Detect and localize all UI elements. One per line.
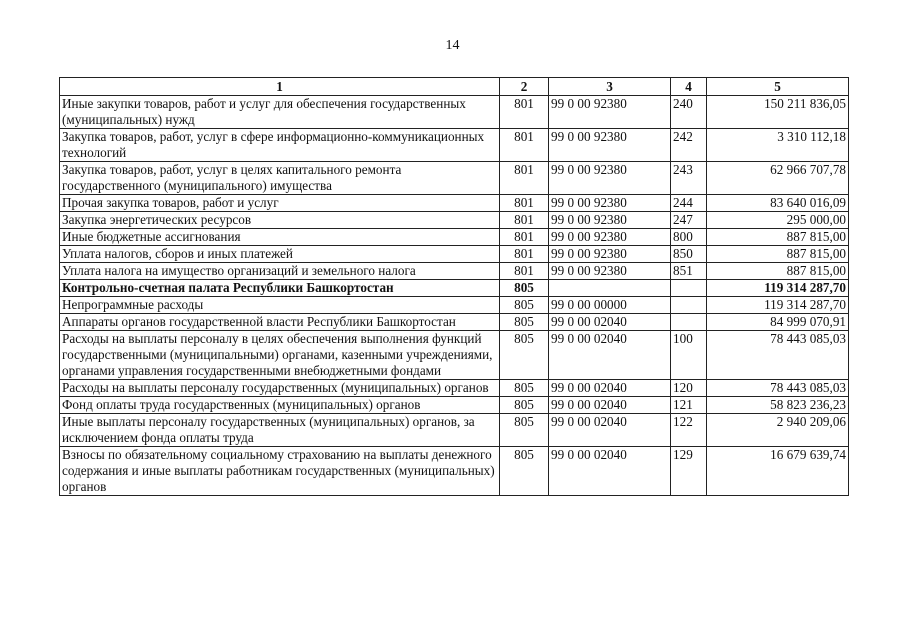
row-name: Закупка товаров, работ, услуг в целях капитального ремонта государственного (муниципального) имущества — [60, 162, 500, 195]
row-ved-code: 801 — [500, 195, 549, 212]
row-ved-code: 805 — [500, 331, 549, 380]
row-amount: 119 314 287,70 — [707, 280, 849, 297]
row-csr-code: 99 0 00 02040 — [549, 397, 671, 414]
table-row — [60, 280, 849, 297]
row-vr-code — [671, 314, 707, 331]
row-name: Уплата налогов, сборов и иных платежей — [60, 246, 500, 263]
row-amount: 295 000,00 — [707, 212, 849, 229]
row-vr-code: 243 — [671, 162, 707, 195]
row-name: Прочая закупка товаров, работ и услуг — [60, 195, 500, 212]
row-csr-code: 99 0 00 92380 — [549, 129, 671, 162]
header-col-2: 2 — [500, 78, 549, 96]
row-csr-code: 99 0 00 92380 — [549, 212, 671, 229]
row-vr-code: 800 — [671, 229, 707, 246]
row-amount: 84 999 070,91 — [707, 314, 849, 331]
row-name: Расходы на выплаты персоналу в целях обеспечения выполнения функций государственными (муниципальными) органами, казенными учреждениями, органами управления государственными внебюджетными фондами — [60, 331, 500, 380]
row-csr-code: 99 0 00 02040 — [549, 414, 671, 447]
row-csr-code: 99 0 00 02040 — [549, 380, 671, 397]
table-row — [60, 162, 849, 195]
table-row — [60, 246, 849, 263]
header-col-3: 3 — [549, 78, 671, 96]
row-amount: 16 679 639,74 — [707, 447, 849, 496]
row-ved-code: 801 — [500, 246, 549, 263]
row-ved-code: 805 — [500, 280, 549, 297]
row-csr-code — [549, 280, 671, 297]
row-csr-code: 99 0 00 92380 — [549, 229, 671, 246]
row-amount: 83 640 016,09 — [707, 195, 849, 212]
row-csr-code: 99 0 00 02040 — [549, 331, 671, 380]
row-ved-code: 805 — [500, 314, 549, 331]
table-header-row — [60, 78, 849, 96]
table-row — [60, 297, 849, 314]
header-col-1: 1 — [60, 78, 500, 96]
header-col-4: 4 — [671, 78, 707, 96]
budget-table — [59, 77, 849, 496]
row-name: Контрольно-счетная палата Республики Башкортостан — [60, 280, 500, 297]
row-ved-code: 805 — [500, 397, 549, 414]
row-amount: 887 815,00 — [707, 263, 849, 280]
row-vr-code: 244 — [671, 195, 707, 212]
row-vr-code — [671, 280, 707, 297]
row-vr-code: 850 — [671, 246, 707, 263]
row-name: Закупка товаров, работ, услуг в сфере информационно-коммуникационных технологий — [60, 129, 500, 162]
row-vr-code: 247 — [671, 212, 707, 229]
table-row — [60, 331, 849, 380]
row-vr-code: 129 — [671, 447, 707, 496]
row-ved-code: 805 — [500, 380, 549, 397]
row-name: Взносы по обязательному социальному страхованию на выплаты денежного содержания и иные выплаты работникам государственных (муниципальных) органов — [60, 447, 500, 496]
table-row — [60, 129, 849, 162]
row-vr-code: 120 — [671, 380, 707, 397]
row-name: Расходы на выплаты персоналу государственных (муниципальных) органов — [60, 380, 500, 397]
table-row — [60, 380, 849, 397]
row-ved-code: 801 — [500, 212, 549, 229]
row-amount: 78 443 085,03 — [707, 380, 849, 397]
row-amount: 2 940 209,06 — [707, 414, 849, 447]
row-csr-code: 99 0 00 92380 — [549, 162, 671, 195]
row-ved-code: 805 — [500, 297, 549, 314]
row-amount: 62 966 707,78 — [707, 162, 849, 195]
header-col-5: 5 — [707, 78, 849, 96]
table-row — [60, 314, 849, 331]
row-ved-code: 805 — [500, 447, 549, 496]
row-name: Иные выплаты персоналу государственных (муниципальных) органов, за исключением фонда оплаты труда — [60, 414, 500, 447]
row-csr-code: 99 0 00 00000 — [549, 297, 671, 314]
row-amount: 887 815,00 — [707, 229, 849, 246]
table-row — [60, 447, 849, 496]
row-name: Иные бюджетные ассигнования — [60, 229, 500, 246]
row-name: Аппараты органов государственной власти Республики Башкортостан — [60, 314, 500, 331]
row-csr-code: 99 0 00 02040 — [549, 314, 671, 331]
row-name: Закупка энергетических ресурсов — [60, 212, 500, 229]
row-ved-code: 801 — [500, 162, 549, 195]
row-vr-code: 121 — [671, 397, 707, 414]
row-name: Уплата налога на имущество организаций и земельного налога — [60, 263, 500, 280]
page-number: 14 — [445, 38, 460, 53]
row-csr-code: 99 0 00 92380 — [549, 246, 671, 263]
row-ved-code: 805 — [500, 414, 549, 447]
table-row — [60, 212, 849, 229]
row-ved-code: 801 — [500, 96, 549, 129]
row-amount: 3 310 112,18 — [707, 129, 849, 162]
row-csr-code: 99 0 00 92380 — [549, 263, 671, 280]
table-row — [60, 414, 849, 447]
row-amount: 150 211 836,05 — [707, 96, 849, 129]
row-vr-code: 851 — [671, 263, 707, 280]
table-row — [60, 195, 849, 212]
table-body — [60, 96, 849, 496]
row-name: Иные закупки товаров, работ и услуг для обеспечения государственных (муниципальных) нужд — [60, 96, 500, 129]
row-csr-code: 99 0 00 92380 — [549, 195, 671, 212]
table-row — [60, 96, 849, 129]
row-ved-code: 801 — [500, 263, 549, 280]
row-amount: 58 823 236,23 — [707, 397, 849, 414]
row-name: Фонд оплаты труда государственных (муниципальных) органов — [60, 397, 500, 414]
table-row — [60, 229, 849, 246]
row-amount: 887 815,00 — [707, 246, 849, 263]
row-name: Непрограммные расходы — [60, 297, 500, 314]
table-row — [60, 263, 849, 280]
row-amount: 119 314 287,70 — [707, 297, 849, 314]
row-ved-code: 801 — [500, 129, 549, 162]
row-vr-code: 100 — [671, 331, 707, 380]
row-vr-code: 240 — [671, 96, 707, 129]
row-csr-code: 99 0 00 92380 — [549, 96, 671, 129]
row-ved-code: 801 — [500, 229, 549, 246]
row-csr-code: 99 0 00 02040 — [549, 447, 671, 496]
table-row — [60, 397, 849, 414]
row-vr-code: 122 — [671, 414, 707, 447]
row-vr-code: 242 — [671, 129, 707, 162]
row-amount: 78 443 085,03 — [707, 331, 849, 380]
row-vr-code — [671, 297, 707, 314]
